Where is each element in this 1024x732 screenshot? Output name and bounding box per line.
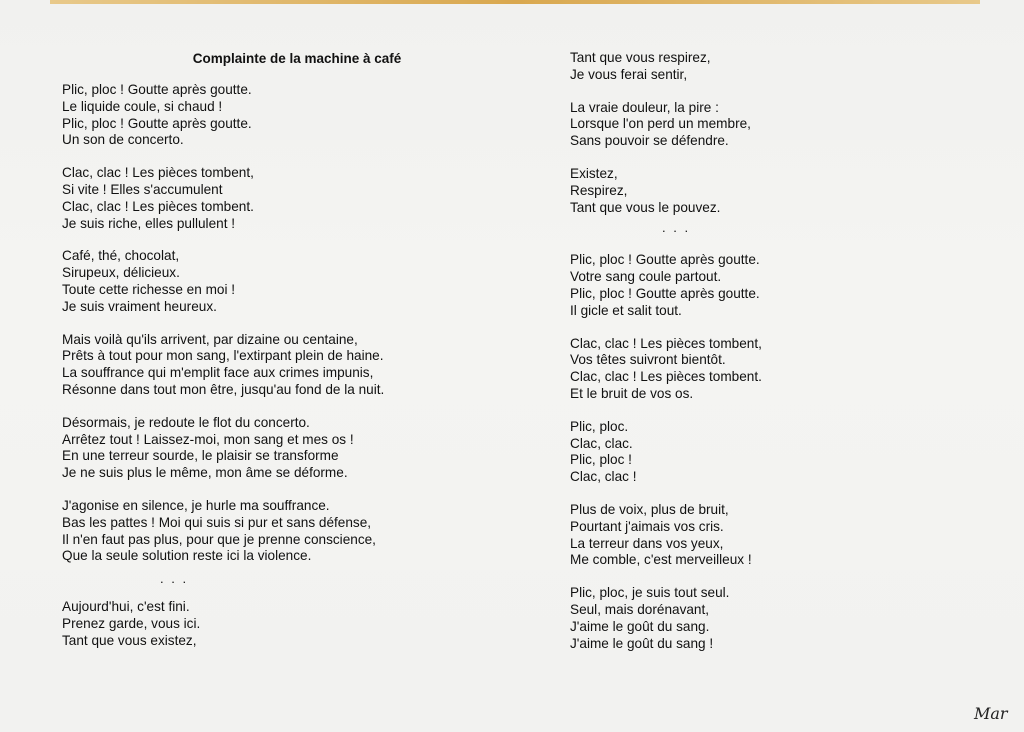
poem-line: Je suis vraiment heureux. xyxy=(62,298,217,314)
poem-line: La souffrance qui m'emplit face aux crimes impunis, xyxy=(62,365,374,381)
poem-line: Aujourd'hui, c'est fini. xyxy=(62,599,190,615)
right-stanzas-b xyxy=(570,252,990,652)
page-top-edge xyxy=(50,0,980,4)
poem-line: Plic, ploc, je suis tout seul. xyxy=(570,585,730,601)
poem-line: Lorsque l'on perd un membre, xyxy=(570,116,751,132)
poem-line: Clac, clac ! Les pièces tombent. xyxy=(62,198,254,214)
poem-line: Plic, ploc ! Goutte après goutte. xyxy=(62,82,252,97)
stanza xyxy=(62,415,482,482)
stanza xyxy=(570,252,990,319)
left-stanzas-a xyxy=(62,82,482,565)
left-stanzas-b xyxy=(62,599,482,649)
poem-line: En une terreur sourde, le plaisir se transforme xyxy=(62,448,339,464)
separator-right: . . . xyxy=(662,220,691,236)
poem-line: Résonne dans tout mon être, jusqu'au fond de la nuit. xyxy=(62,381,385,397)
stanza xyxy=(62,82,482,149)
poem-line: Plus de voix, plus de bruit, xyxy=(570,501,729,517)
poem-line: Plic, ploc ! Goutte après goutte. xyxy=(570,252,760,268)
poem-line: Tant que vous respirez, xyxy=(570,50,711,65)
poem-line: Prenez garde, vous ici. xyxy=(62,615,201,631)
poem-line: Plic, ploc ! xyxy=(570,452,632,468)
poem-line: Seul, mais dorénavant, xyxy=(570,601,710,617)
poem-line: Sirupeux, délicieux. xyxy=(62,265,180,281)
poem-line: Plic, ploc. xyxy=(570,418,629,434)
poem-title: Complainte de la machine à café xyxy=(192,51,402,66)
poem-line: Mais voilà qu'ils arrivent, par dizaine ou centaine, xyxy=(62,331,358,347)
stanza xyxy=(570,419,990,486)
left-column xyxy=(62,50,482,650)
poem-line: Clac, clac ! Les pièces tombent, xyxy=(62,165,254,181)
poem-line: Je suis riche, elles pullulent ! xyxy=(62,215,236,231)
poem-line: Votre sang coule partout. xyxy=(570,269,722,285)
poem-line: Il gicle et salit tout. xyxy=(570,302,682,318)
poem-line: Sans pouvoir se défendre. xyxy=(570,133,729,149)
poem-line: Respirez, xyxy=(570,182,628,198)
poem-line: Clac, clac. xyxy=(570,435,633,451)
stanza xyxy=(570,336,990,403)
poem-line: Prêts à tout pour mon sang, l'extirpant plein de haine. xyxy=(62,348,384,364)
separator-left: . . . xyxy=(160,571,189,587)
poem-line: Tant que vous le pouvez. xyxy=(570,199,721,215)
poem-line: Plic, ploc ! Goutte après goutte. xyxy=(570,285,760,301)
stanza xyxy=(570,50,990,84)
poem-line: Que la seule solution reste ici la violence. xyxy=(62,548,312,564)
stanza xyxy=(62,599,482,649)
poem-line: Il n'en faut pas plus, pour que je prenne conscience, xyxy=(62,531,376,547)
stanza xyxy=(570,585,990,652)
poem-line: Plic, ploc ! Goutte après goutte. xyxy=(62,115,252,131)
poem-line: Un son de concerto. xyxy=(62,132,184,148)
right-stanzas-a xyxy=(570,50,990,216)
poem-line: La terreur dans vos yeux, xyxy=(570,535,724,551)
stanza xyxy=(62,165,482,232)
poem-line: La vraie douleur, la pire : xyxy=(570,99,719,115)
stanza xyxy=(570,100,990,150)
poem-line: J'aime le goût du sang. xyxy=(570,618,710,634)
poem-line: Tant que vous existez, xyxy=(62,632,197,648)
poem-line: Me comble, c'est merveilleux ! xyxy=(570,552,752,568)
poem-line: Je vous ferai sentir, xyxy=(570,66,688,82)
poem-line: Clac, clac ! Les pièces tombent, xyxy=(570,335,762,351)
poem-line: Et le bruit de vos os. xyxy=(570,385,694,401)
poem-line: Toute cette richesse en moi ! xyxy=(62,281,236,297)
poem-line: J'agonise en silence, je hurle ma souffrance. xyxy=(62,497,330,513)
poem-line: Clac, clac ! Les pièces tombent. xyxy=(570,369,762,385)
poem-line: Si vite ! Elles s'accumulent xyxy=(62,181,223,197)
right-column xyxy=(570,50,990,652)
poem-line: Pourtant j'aimais vos cris. xyxy=(570,518,724,534)
signature: Mar xyxy=(974,704,1008,723)
stanza xyxy=(570,166,990,216)
poem-line: Café, thé, chocolat, xyxy=(62,248,180,264)
stanza xyxy=(570,502,990,569)
poem-line: Je ne suis plus le même, mon âme se déforme. xyxy=(62,465,348,481)
stanza xyxy=(62,498,482,565)
poem-line: Vos têtes suivront bientôt. xyxy=(570,352,726,368)
poem-line: J'aime le goût du sang ! xyxy=(570,635,714,651)
poem-line: Désormais, je redoute le flot du concerto. xyxy=(62,414,310,430)
stanza xyxy=(62,248,482,315)
poem-line: Arrêtez tout ! Laissez-moi, mon sang et mes os ! xyxy=(62,431,354,447)
poem-line: Clac, clac ! xyxy=(570,469,637,485)
poem-line: Existez, xyxy=(570,165,618,181)
poem-line: Bas les pattes ! Moi qui suis si pur et sans défense, xyxy=(62,514,372,530)
stanza xyxy=(62,332,482,399)
poem-line: Le liquide coule, si chaud ! xyxy=(62,98,223,114)
